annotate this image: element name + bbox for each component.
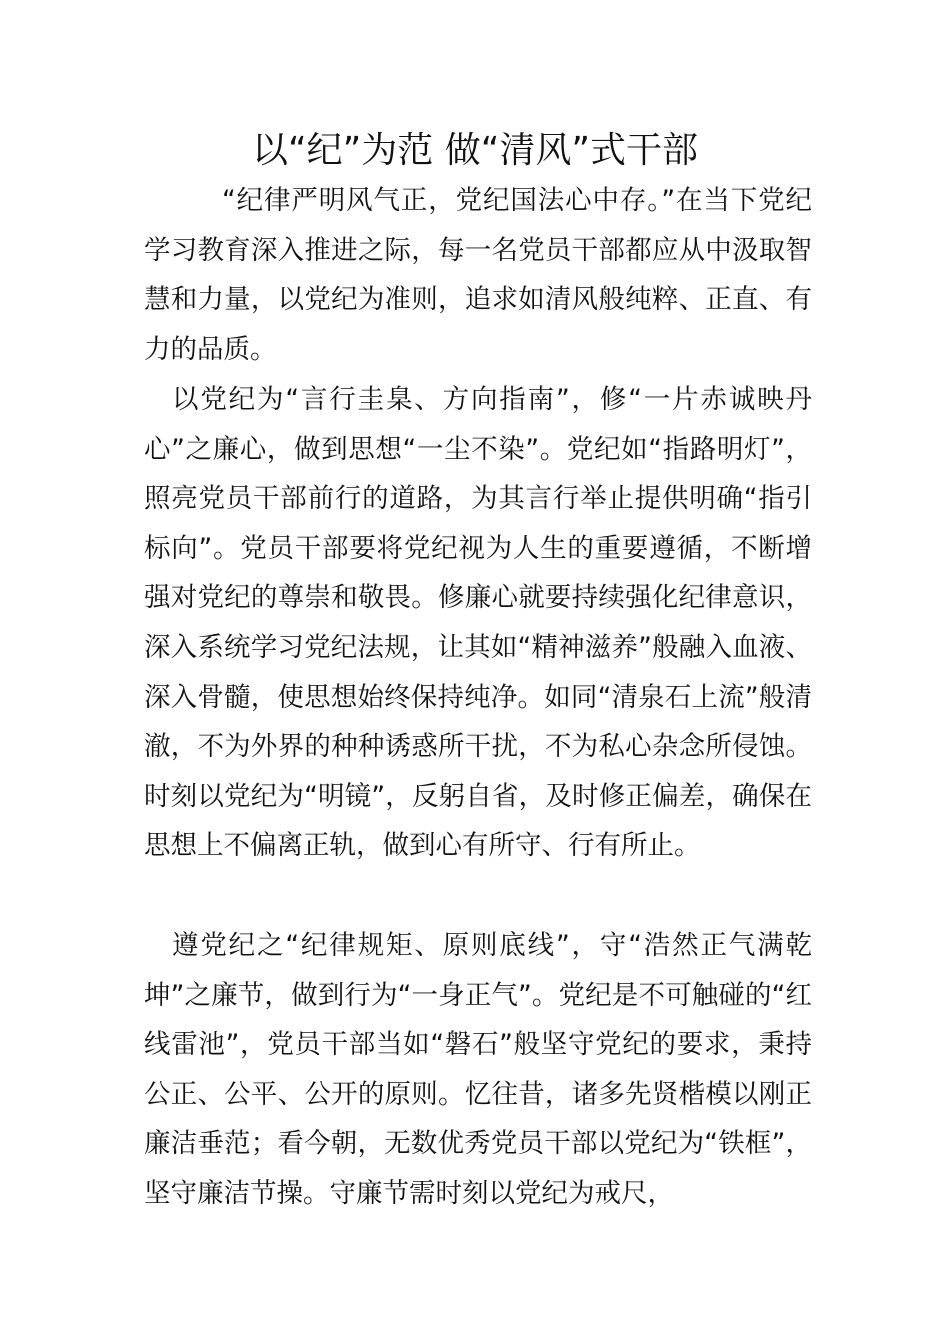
document-title: 以“纪”为范 做“清风”式干部 bbox=[251, 130, 699, 171]
paragraph-intro: “纪律严明风气正，党纪国法心中存。”在当下党纪学习教育深入推进之际，每一名党员干部都应从中汲取智慧和力量，以党纪为准则，追求如清风般纯粹、正直、有力的品质。 bbox=[144, 185, 812, 365]
paragraph-lianjie: 遵党纪之“纪律规矩、原则底线”，守“浩然正气满乾坤”之廉节，做到行为“一身正气”。党纪是不可触碰的“红线雷池”，党员干部当如“磐石”般坚守党纪的要求，秉持公正、公平、公开的原则。忆往昔，诸多先贤楷模以刚正廉洁垂范；看今朝，无数优秀党员干部以党纪为“铁框”，坚守廉洁节操。守廉节需时刻以党纪为戒尺， bbox=[144, 930, 812, 1209]
paragraph-lianxin: 以党纪为“言行圭臬、方向指南”，修“一片赤诚映丹心”之廉心，做到思想“一尘不染”。党纪如“指路明灯”，照亮党员干部前行的道路，为其言行举止提供明确“指引标向”。党员干部要将党纪视为人生的重要遵循，不断增强对党纪的尊崇和敬畏。修廉心就要持续强化纪律意识，深入系统学习党纪法规，让其如“精神滋养”般融入血液、深入骨髓，使思想始终保持纯净。如同“清泉石上流”般清澈，不为外界的种种诱惑所干扰，不为私心杂念所侵蚀。时刻以党纪为“明镜”，反躬自省，及时修正偏差，确保在思想上不偏离正轨，做到心有所守、行有所止。 bbox=[144, 384, 812, 862]
